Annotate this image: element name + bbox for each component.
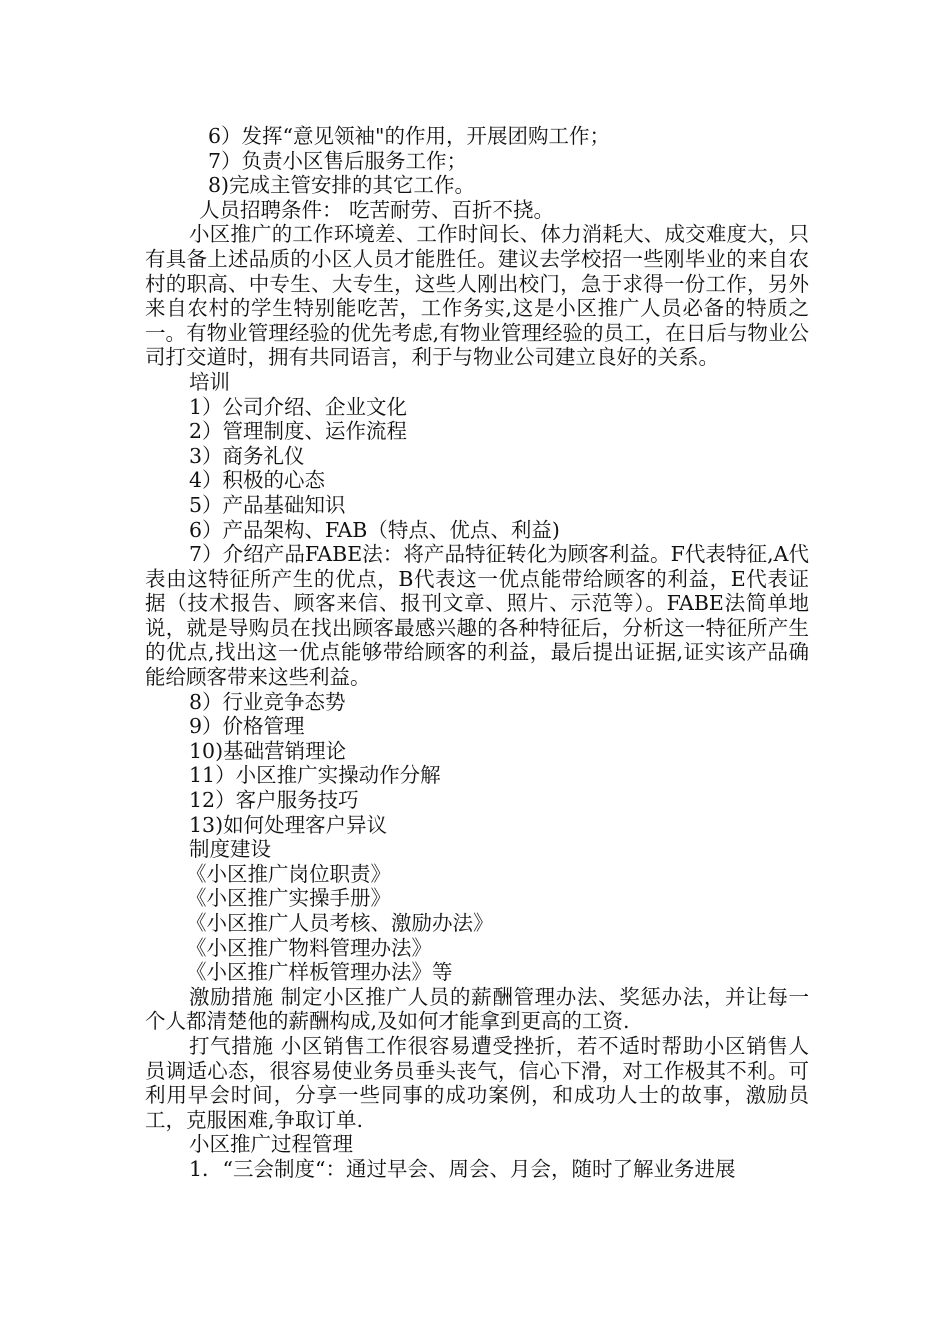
process-item-1: 1．“三会制度“：通过早会、周会、月会，随时了解业务进展 [189, 1156, 736, 1181]
training-item-8: 8）行业竞争态势 [189, 689, 346, 714]
training-item-5: 5）产品基础知识 [189, 492, 346, 517]
duty-7: 7）负责小区售后服务工作； [208, 148, 468, 173]
recruit-conditions: 人员招聘条件： 吃苦耐劳、百折不挠。 [199, 197, 555, 222]
system-item-3: 《小区推广人员考核、激励办法》 [186, 911, 494, 935]
training-item-10: 10)基础营销理论 [189, 738, 347, 763]
training-item-4: 4）积极的心态 [189, 468, 326, 493]
training-heading: 培训 [189, 369, 230, 394]
morale-paragraph: 打气措施 小区销售工作很容易遭受挫折，若不适时帮助小区销售人员调适心态，很容易使业务员垂头丧气，信心下滑，对工作极其不利。可利用早会时间，分享一些同事的成功案例，和成功人士的故事，激励员工，克服困难,争取订单. [145, 1033, 809, 1132]
system-item-1: 《小区推广岗位职责》 [186, 861, 391, 886]
training-item-3: 3）商务礼仪 [189, 443, 305, 468]
training-item-1: 1）公司介绍、企业文化 [189, 394, 408, 419]
training-item-12: 12）客户服务技巧 [189, 788, 359, 813]
process-heading: 小区推广过程管理 [189, 1132, 353, 1157]
recruit-reason-paragraph: 小区推广的工作环境差、工作时间长、体力消耗大、成交难度大，只有具备上述品质的小区人员才能胜任。建议去学校招一些刚毕业的来自农村的职高、中专生、大专生，这些人刚出校门，急于求得一份工作，另外来自农村的学生特别能吃苦，工作务实,这是小区推广人员必备的特质之一。有物业管理经验的优先考虑,有物业管理经验的员工，在日后与物业公司打交道时，拥有共同语言，利于与物业公司建立良好的关系。 [145, 222, 809, 370]
training-item-13: 13)如何处理客户异议 [189, 812, 388, 837]
system-item-4: 《小区推广物料管理办法》 [186, 935, 432, 960]
duty-8: 8)完成主管安排的其它工作。 [208, 173, 476, 198]
system-item-5: 《小区推广样板管理办法》等 [186, 960, 453, 985]
training-item-9: 9）价格管理 [189, 714, 305, 739]
duty-6: 6）发挥“意见领袖"的作用，开展团购工作； [208, 124, 610, 148]
system-item-2: 《小区推广实操手册》 [186, 886, 391, 911]
system-heading: 制度建设 [189, 837, 271, 862]
training-item-6: 6）产品架构、FAB（特点、优点、利益) [189, 517, 560, 542]
training-item-7-fabe: 7）介绍产品FABE法：将产品特征转化为顾客利益。F代表特征,A代表由这特征所产生的优点，B代表这一优点能带给顾客的利益，E代表证据（技术报告、顾客来信、报刊文章、照片、示范等）。FABE法简单地说，就是导购员在找出顾客最感兴趣的各种特征后，分析这一特征所产生的优点,找出这一优点能够带给顾客的利益，最后提出证据,证实该产品确能给顾客带来这些利益。 [145, 542, 809, 690]
incentive-paragraph: 激励措施 制定小区推广人员的薪酬管理办法、奖惩办法，并让每一个人都清楚他的薪酬构成,及如何才能拿到更高的工资. [145, 984, 809, 1034]
document-body [145, 124, 809, 1182]
training-item-2: 2）管理制度、运作流程 [189, 419, 408, 444]
training-item-11: 11）小区推广实操动作分解 [189, 763, 441, 788]
